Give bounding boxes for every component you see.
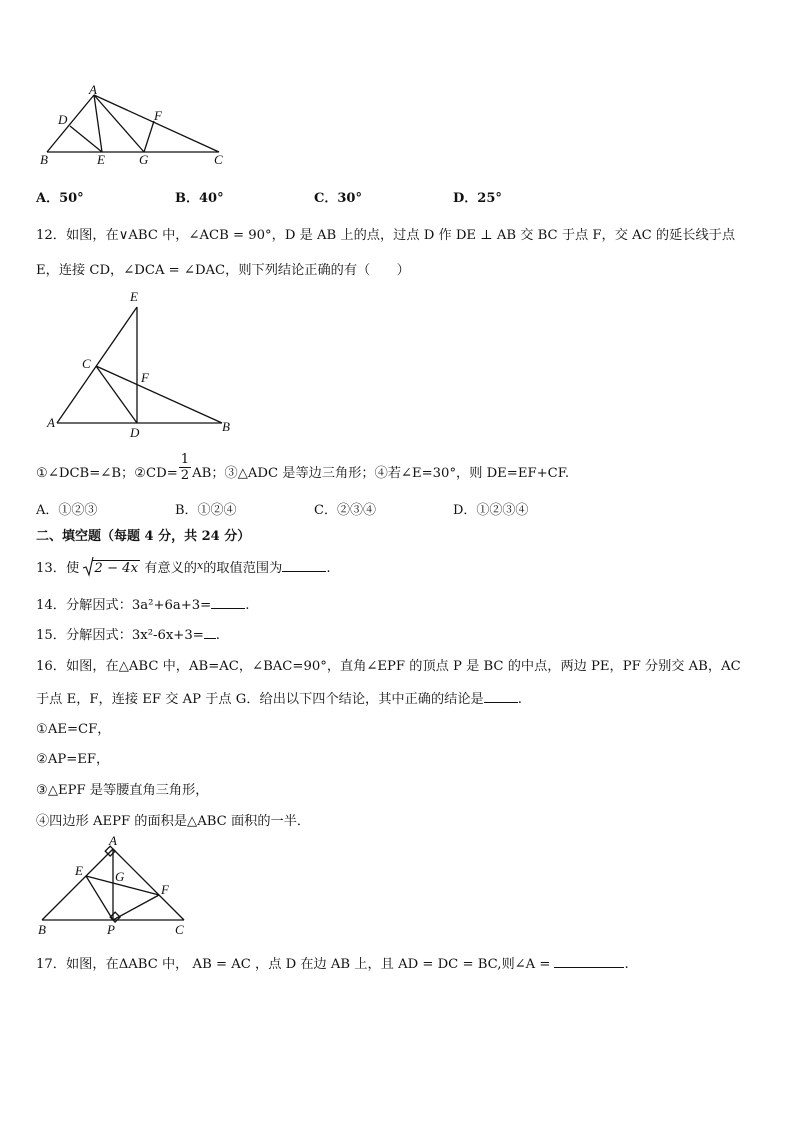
q16-conclusion-2: ②AP=EF，: [36, 752, 110, 767]
fig12-label-a: A: [47, 415, 55, 430]
fig11-label-c: C: [214, 152, 223, 167]
q11-option-c: C．30°: [314, 191, 362, 206]
q12-option-a: A．①②③: [36, 503, 98, 518]
fig11-label-d: D: [58, 112, 68, 127]
fig16-label-a: A: [109, 833, 117, 848]
q13-stem: [36, 557, 331, 576]
q14-stem: [36, 594, 249, 613]
q11-option-d: D．25°: [453, 191, 502, 206]
fig11-label-e: E: [97, 152, 105, 167]
fig12-label-e: E: [130, 289, 138, 304]
q15-text: 15．分解因式：3x²-6x+3=: [36, 628, 204, 643]
fig12-label-b: B: [222, 419, 230, 434]
fig11-label-b: B: [40, 152, 48, 167]
q12-statements: [36, 452, 569, 492]
fig12-label-c: C: [82, 356, 91, 371]
q12-stem-line1: 12．如图，在∨ABC 中，∠ACB = 90°，D 是 AB 上的点，过点 D 作 DE ⊥ AB 交 BC 于点 F，交 AC 的延长线于点: [36, 228, 736, 243]
q13-post-text: 的取值范围为: [203, 561, 283, 576]
q16-conclusion-1: ①AE=CF，: [36, 722, 111, 737]
q12-statements-part2: AB；③△ADC 是等边三角形；④若∠E=30°，则 DE=EF+CF.: [192, 466, 570, 481]
q17-end: .: [624, 957, 629, 972]
q13-end: .: [326, 561, 331, 576]
q17-answer-blank[interactable]: [554, 955, 624, 968]
q16-conclusion-3: ③△EPF 是等腰直角三角形，: [36, 783, 209, 798]
q14-text: 14．分解因式：3a²+6a+3=: [36, 598, 212, 613]
q16-stem-line1: 16．如图，在△ABC 中，AB=AC，∠BAC=90°，直角∠EPF 的顶点 P 是 BC 的中点，两边 PE，PF 分别交 AB，AC: [36, 659, 741, 674]
fig16-label-e: E: [75, 863, 83, 878]
q17-stem: [36, 953, 629, 972]
q12-option-c: C．②③④: [314, 503, 376, 518]
q12-fraction: [179, 452, 191, 483]
q12-statements-part1: ①∠DCB=∠B；②CD=: [36, 466, 178, 481]
q16-conclusion-4: ④四边形 AEPF 的面积是△ABC 面积的一半．: [36, 814, 311, 829]
fig11-label-f: F: [154, 108, 162, 123]
q13-prefix: 13．使: [36, 561, 80, 576]
fig11-label-g: G: [139, 152, 149, 167]
figure-q11: [30, 82, 240, 172]
q16-answer-blank[interactable]: [484, 690, 518, 703]
q12-fraction-denominator: 2: [180, 468, 190, 483]
q17-text: 17．如图，在ΔABC 中， AB = AC ，点 D 在边 AB 上，且 AD = DC = BC,则∠A =: [36, 957, 551, 972]
fig11-label-a: A: [89, 82, 97, 97]
q16-stem-line2: [36, 688, 522, 707]
q12-option-b: B．①②④: [175, 503, 237, 518]
q11-option-b: B．40°: [175, 191, 224, 206]
q16-line2-text: 于点 E，F，连接 EF 交 AP 于点 G．给出以下四个结论，其中正确的结论是: [36, 692, 484, 707]
figure-q12: [40, 290, 240, 440]
q13-middle-text: 有意义的: [144, 561, 197, 576]
fig16-label-g: G: [115, 869, 125, 884]
fig12-label-d: D: [130, 425, 140, 440]
q16-line2-end: .: [517, 692, 522, 707]
q14-end: .: [245, 598, 250, 613]
q11-option-a: A．50°: [36, 191, 84, 206]
fig16-label-f: F: [161, 882, 169, 897]
q12-option-d: D．①②③④: [453, 503, 529, 518]
q15-stem: [36, 624, 220, 643]
q13-sqrt-expression: [83, 561, 140, 576]
fig12-label-f: F: [141, 370, 149, 385]
figure-q16: [34, 832, 204, 942]
section-heading-fill-blank: 二、填空题（每题 4 分，共 24 分）: [36, 529, 251, 544]
q14-answer-blank[interactable]: [211, 596, 245, 609]
q13-answer-blank[interactable]: [282, 559, 326, 572]
q15-answer-blank[interactable]: [204, 626, 216, 639]
q13-radicand: 2 − 4x: [94, 561, 139, 576]
q13-variable: x: [196, 559, 204, 572]
fig16-label-c: C: [175, 922, 184, 937]
fig16-label-p: P: [107, 922, 115, 937]
q15-end: .: [215, 628, 220, 643]
sqrt-icon: [83, 557, 93, 577]
q12-stem-line2: E，连接 CD，∠DCA = ∠DAC，则下列结论正确的有（ ）: [36, 263, 410, 278]
q12-fraction-numerator: 1: [180, 452, 190, 467]
fig16-label-b: B: [38, 922, 46, 937]
